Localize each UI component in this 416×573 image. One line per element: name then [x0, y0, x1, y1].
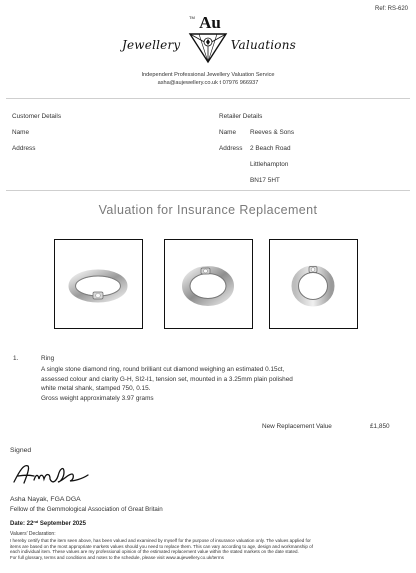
date-label: Date: — [10, 521, 27, 527]
page-title: Valuation for Insurance Replacement — [98, 203, 318, 217]
replacement-value-amount: £1,850 — [370, 423, 390, 430]
retailer-address-line-1: 2 Beach Road — [250, 145, 291, 152]
retailer-name-value: Reeves & Sons — [250, 129, 295, 136]
customer-details-title: Customer Details — [12, 113, 62, 120]
middle-divider — [6, 190, 410, 191]
ring-photo-front — [54, 239, 143, 329]
declaration-line: each individual item. These values are my professional opinion of the estimated replacement value within the stated markets on the date stated. — [10, 549, 299, 555]
item-description-line: Gross weight approximately 3.97 grams — [41, 394, 154, 402]
logo-au-text: Au — [199, 13, 221, 32]
retailer-address-line-2: Littlehampton — [250, 161, 289, 168]
signed-label: Signed — [10, 447, 32, 454]
declaration-label: Valuers' Declaration: — [10, 531, 56, 537]
declaration-line: For full glossary, terms and conditions and notes to the schedule, please visit www.aujewellery.co.uk/terms — [10, 555, 224, 561]
logo-right-text: Valuations — [230, 38, 296, 52]
declaration-line: items are based on the most appropriate markets values should you need to replace them. This can vary according to age, design and workmanship of — [10, 543, 313, 549]
top-divider — [6, 98, 410, 99]
item-description — [41, 365, 371, 403]
retailer-address-label: Address — [219, 145, 243, 152]
reference-number: Ref: RS-620 — [374, 6, 408, 12]
signer-fellowship: Fellow of the Gemmological Association of Great Britain — [10, 506, 163, 513]
logo-left-text: Jewellery — [122, 38, 181, 52]
replacement-value-label: New Replacement Value — [262, 423, 332, 430]
item-name: Ring — [41, 355, 55, 362]
declaration-line: I hereby certify that the item seen above, has been valued and examined by myself for the purpose of insurance valuation only. The values applied for — [10, 538, 311, 543]
diamond-icon — [186, 30, 230, 64]
retailer-address-line-3: BN17 5HT — [250, 177, 280, 184]
customer-name-label: Name — [12, 129, 30, 136]
date-month-year: September 2025 — [38, 521, 86, 527]
service-line: Independent Professional Jewellery Valuation Service — [141, 72, 275, 78]
retailer-name-label: Name — [219, 129, 237, 136]
item-description-line: assessed colour and clarity G-H, SI2-I1, tension set, mounted in a 3.25mm plain polished — [41, 375, 293, 383]
logo-trademark: TM — [189, 15, 195, 20]
contact-line: asha@aujewellery.co.uk t 07976 966937 — [157, 80, 259, 86]
item-description-line: A single stone diamond ring, round brilliant cut diamond weighing an estimated 0.15ct, — [41, 366, 285, 373]
signer-name: Asha Nayak, FGA DGA — [10, 496, 81, 503]
declaration-text — [10, 538, 410, 561]
date-day: 22 — [26, 521, 34, 527]
handwritten-signature — [12, 460, 90, 490]
valuation-date — [10, 519, 86, 527]
company-logo — [120, 12, 296, 70]
ring-photo-top — [269, 239, 358, 329]
customer-address-label: Address — [12, 145, 36, 152]
item-description-line: white metal shank, stamped 750, 0.15. — [41, 385, 151, 393]
item-number: 1. — [13, 355, 19, 362]
retailer-details-title: Retailer Details — [219, 113, 263, 120]
service-info — [0, 71, 416, 87]
date-suffix: nd — [33, 519, 39, 524]
ring-photo-side — [164, 239, 253, 329]
